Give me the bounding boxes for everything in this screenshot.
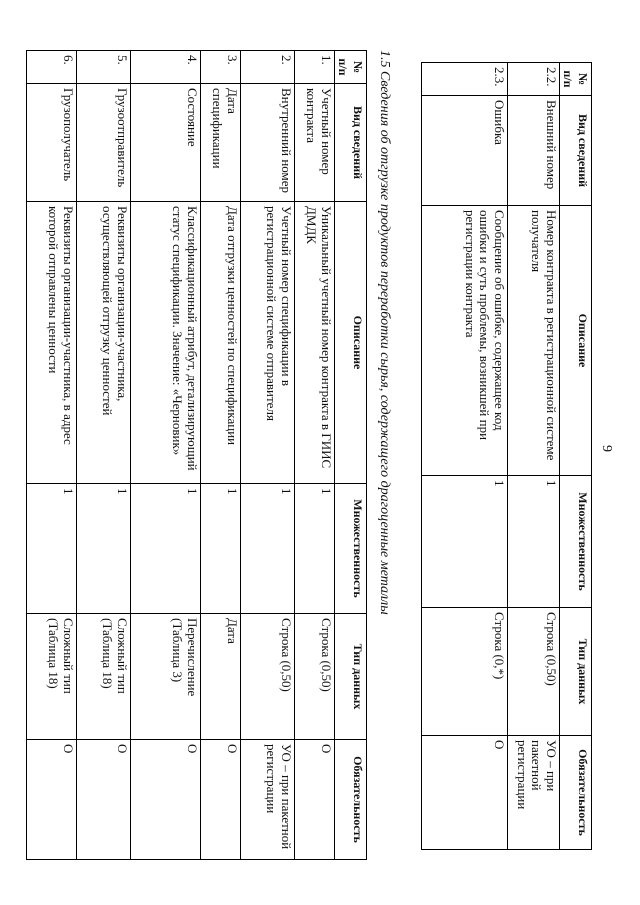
- cell-kind: Ошибка: [422, 96, 508, 206]
- cell-multiplicity: 1: [27, 484, 77, 614]
- table-row: [131, 51, 201, 860]
- cell-required: УО – при пакетной регистрации: [241, 740, 295, 860]
- table-row: [508, 63, 560, 850]
- section-caption: 1.5 Сведения об отгрузке продуктов переработки сырья, содержащего драгоценные металлы: [377, 50, 392, 615]
- cell-required: О: [27, 740, 77, 860]
- table-header-row: [560, 63, 592, 850]
- table-row: [422, 63, 508, 850]
- col-header-required: Обязательность: [560, 736, 592, 850]
- cell-description: Классификационный атрибут, детализирующий статус спецификации. Значение: «Черновик»: [131, 202, 201, 484]
- cell-multiplicity: 1: [77, 484, 131, 614]
- cell-data-type: Сложный тип (Таблица 18): [27, 614, 77, 740]
- col-header-multiplicity: Множественность: [335, 484, 367, 614]
- col-header-description: Описание: [335, 202, 367, 484]
- cell-kind: Состояние: [131, 84, 201, 202]
- cell-description: Реквизиты организации-участника, в адрес которой отправлены ценности: [27, 202, 77, 484]
- cell-kind: Грузополучатель: [27, 84, 77, 202]
- col-header-required: Обязательность: [335, 740, 367, 860]
- col-header-multiplicity: Множественность: [560, 476, 592, 608]
- cell-description: Номер контракта в регистрационной системе получателя: [508, 206, 560, 476]
- cell-required: О: [295, 740, 335, 860]
- cell-description: Сообщение об ошибке, содержащее код ошибки и суть проблемы, возникшей при регистрации контракта: [422, 206, 508, 476]
- table-row: [77, 51, 131, 860]
- cell-multiplicity: 1: [508, 476, 560, 608]
- cell-number: 2.3.: [422, 63, 508, 96]
- cell-multiplicity: 1: [201, 484, 241, 614]
- cell-number: 2.: [241, 51, 295, 84]
- cell-number: 6.: [27, 51, 77, 84]
- cell-kind: Внешний номер: [508, 96, 560, 206]
- cell-kind: Грузоотправитель: [77, 84, 131, 202]
- col-header-data-type: Тип данных: [335, 614, 367, 740]
- cell-kind: Учетный номер контракта: [295, 84, 335, 202]
- cell-number: 2.2.: [508, 63, 560, 96]
- cell-multiplicity: 1: [295, 484, 335, 614]
- cell-description: Дата отгрузки ценностей по спецификации: [201, 202, 241, 484]
- cell-data-type: Строка (0,50): [508, 608, 560, 736]
- cell-multiplicity: 1: [241, 484, 295, 614]
- cell-data-type: Перечисление (Таблица 3): [131, 614, 201, 740]
- table-external-number: [421, 62, 592, 850]
- col-header-number: № п/п: [560, 63, 592, 96]
- table-row: [295, 51, 335, 860]
- cell-kind: Внутренний номер: [241, 84, 295, 202]
- col-header-number: № п/п: [335, 51, 367, 84]
- table-row: [27, 51, 77, 860]
- cell-number: 4.: [131, 51, 201, 84]
- page-number: 9: [599, 445, 614, 452]
- cell-required: О: [131, 740, 201, 860]
- cell-required: О: [201, 740, 241, 860]
- cell-multiplicity: 1: [422, 476, 508, 608]
- cell-required: О: [422, 736, 508, 850]
- cell-number: 3.: [201, 51, 241, 84]
- cell-kind: Дата спецификации: [201, 84, 241, 202]
- col-header-kind: Вид сведений: [335, 84, 367, 202]
- table-row: [241, 51, 295, 860]
- cell-number: 1.: [295, 51, 335, 84]
- cell-multiplicity: 1: [131, 484, 201, 614]
- table-row: [201, 51, 241, 860]
- cell-description: Учетный номер спецификации в регистрационной системе отправителя: [241, 202, 295, 484]
- table-header-row: [335, 51, 367, 860]
- cell-data-type: Сложный тип (Таблица 18): [77, 614, 131, 740]
- cell-data-type: Дата: [201, 614, 241, 740]
- cell-required: О: [77, 740, 131, 860]
- cell-data-type: Строка (0,*): [422, 608, 508, 736]
- cell-description: Уникальный учетный номер контракта в ГИИС ДМДК: [295, 202, 335, 484]
- table-shipment-info: [26, 50, 367, 860]
- col-header-description: Описание: [560, 206, 592, 476]
- col-header-kind: Вид сведений: [560, 96, 592, 206]
- cell-required: УО – при пакетной регистрации: [508, 736, 560, 850]
- cell-description: Реквизиты организации-участника, осуществляющей отгрузку ценностей: [77, 202, 131, 484]
- cell-data-type: Строка (0,50): [295, 614, 335, 740]
- cell-number: 5.: [77, 51, 131, 84]
- col-header-data-type: Тип данных: [560, 608, 592, 736]
- cell-data-type: Строка (0,50): [241, 614, 295, 740]
